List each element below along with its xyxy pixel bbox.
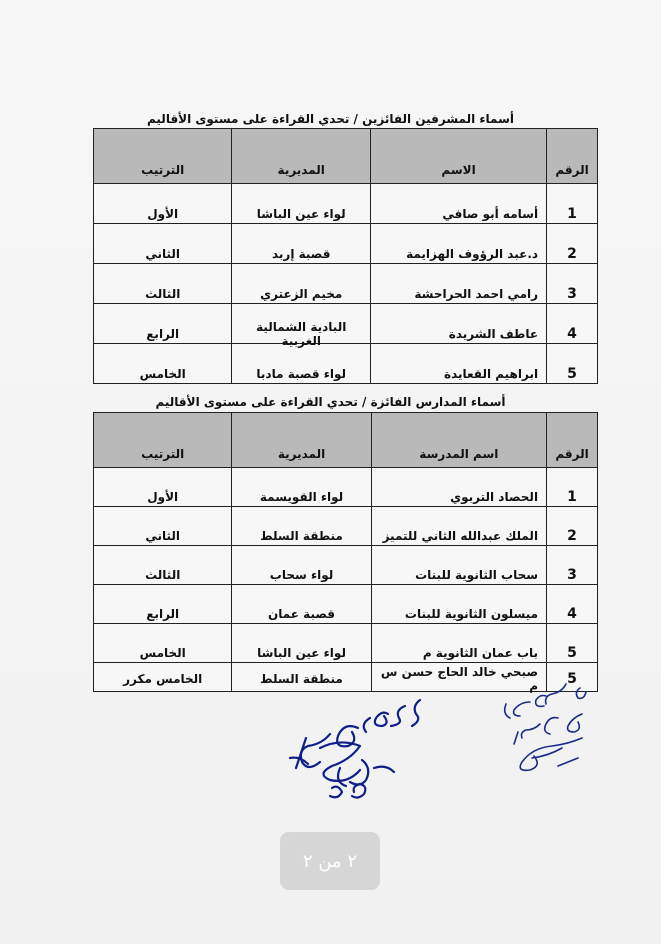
cell-name: عاطف الشريدة <box>371 304 547 344</box>
cell-directorate: لواء سحاب <box>232 546 371 585</box>
signature-left <box>270 688 440 818</box>
table-row <box>94 624 598 663</box>
cell-rank: الثالث <box>94 264 232 304</box>
table-row <box>94 264 598 304</box>
cell-num: 3 <box>547 264 598 304</box>
header-num: الرقم <box>547 413 598 468</box>
header-directorate: المديرية <box>232 129 371 184</box>
cell-rank: الخامس <box>94 344 232 384</box>
schools-table <box>93 412 598 692</box>
cell-num: 4 <box>547 585 598 624</box>
table-header-row <box>94 413 598 468</box>
cell-rank: الخامس مكرر <box>94 663 232 692</box>
table-row <box>94 507 598 546</box>
cell-rank: الثالث <box>94 546 232 585</box>
cell-rank: الرابع <box>94 585 232 624</box>
cell-directorate: لواء القويسمة <box>232 468 371 507</box>
header-name: الاسم <box>371 129 547 184</box>
section1-title: أسماء المشرفين الفائزين / تحدي القراءة على مستوى الأقاليم <box>147 112 514 126</box>
cell-name: ابراهيم القعايدة <box>371 344 547 384</box>
cell-name: سحاب الثانوية للبنات <box>371 546 546 585</box>
cell-directorate: لواء قصبة مادبا <box>232 344 371 384</box>
cell-rank: الأول <box>94 468 232 507</box>
table-row <box>94 468 598 507</box>
cell-name: ميسلون الثانوية للبنات <box>371 585 546 624</box>
cell-rank: الخامس <box>94 624 232 663</box>
cell-directorate: مخيم الزعتري <box>232 264 371 304</box>
page-indicator: ٢ من ٢ <box>280 832 380 890</box>
cell-name: الملك عبدالله الثاني للتميز <box>371 507 546 546</box>
cell-name: أسامه أبو صافي <box>371 184 547 224</box>
cell-name: د.عبد الرؤوف الهزايمة <box>371 224 547 264</box>
cell-name: رامي احمد الحراحشة <box>371 264 547 304</box>
header-rank: الترتيب <box>94 129 232 184</box>
cell-num: 1 <box>547 184 598 224</box>
cell-num: 5 <box>547 624 598 663</box>
table-row <box>94 546 598 585</box>
cell-directorate: منطقة السلط <box>232 663 371 692</box>
cell-name: الحصاد التربوي <box>371 468 546 507</box>
cell-num: 2 <box>547 507 598 546</box>
cell-num: 3 <box>547 546 598 585</box>
cell-directorate: البادية الشمالية الغربية <box>232 304 371 344</box>
cell-num: 2 <box>547 224 598 264</box>
header-rank: الترتيب <box>94 413 232 468</box>
table-header-row <box>94 129 598 184</box>
cell-directorate: لواء عين الباشا <box>232 624 371 663</box>
header-directorate: المديرية <box>232 413 371 468</box>
signature-right <box>462 674 602 784</box>
cell-name: باب عمان الثانوية م <box>371 624 546 663</box>
header-num: الرقم <box>547 129 598 184</box>
supervisors-table <box>93 128 598 384</box>
header-name: اسم المدرسة <box>371 413 546 468</box>
cell-num: 4 <box>547 304 598 344</box>
cell-num: 5 <box>547 344 598 384</box>
cell-directorate: منطقة السلط <box>232 507 371 546</box>
cell-rank: الرابع <box>94 304 232 344</box>
cell-num: 1 <box>547 468 598 507</box>
cell-directorate: قصبة عمان <box>232 585 371 624</box>
cell-directorate: لواء عين الباشا <box>232 184 371 224</box>
cell-num: 5 <box>547 663 598 692</box>
cell-rank: الثاني <box>94 507 232 546</box>
section2-title: أسماء المدارس الفائزة / تحدي القراءة على مستوى الأقاليم <box>155 395 506 409</box>
table-row <box>94 224 598 264</box>
table-row <box>94 184 598 224</box>
table-row <box>94 304 598 344</box>
cell-name: صبحي خالد الحاج حسن س م <box>371 663 546 692</box>
cell-rank: الثاني <box>94 224 232 264</box>
cell-directorate: قصبة إربد <box>232 224 371 264</box>
table-row <box>94 585 598 624</box>
cell-rank: الأول <box>94 184 232 224</box>
table-row <box>94 344 598 384</box>
